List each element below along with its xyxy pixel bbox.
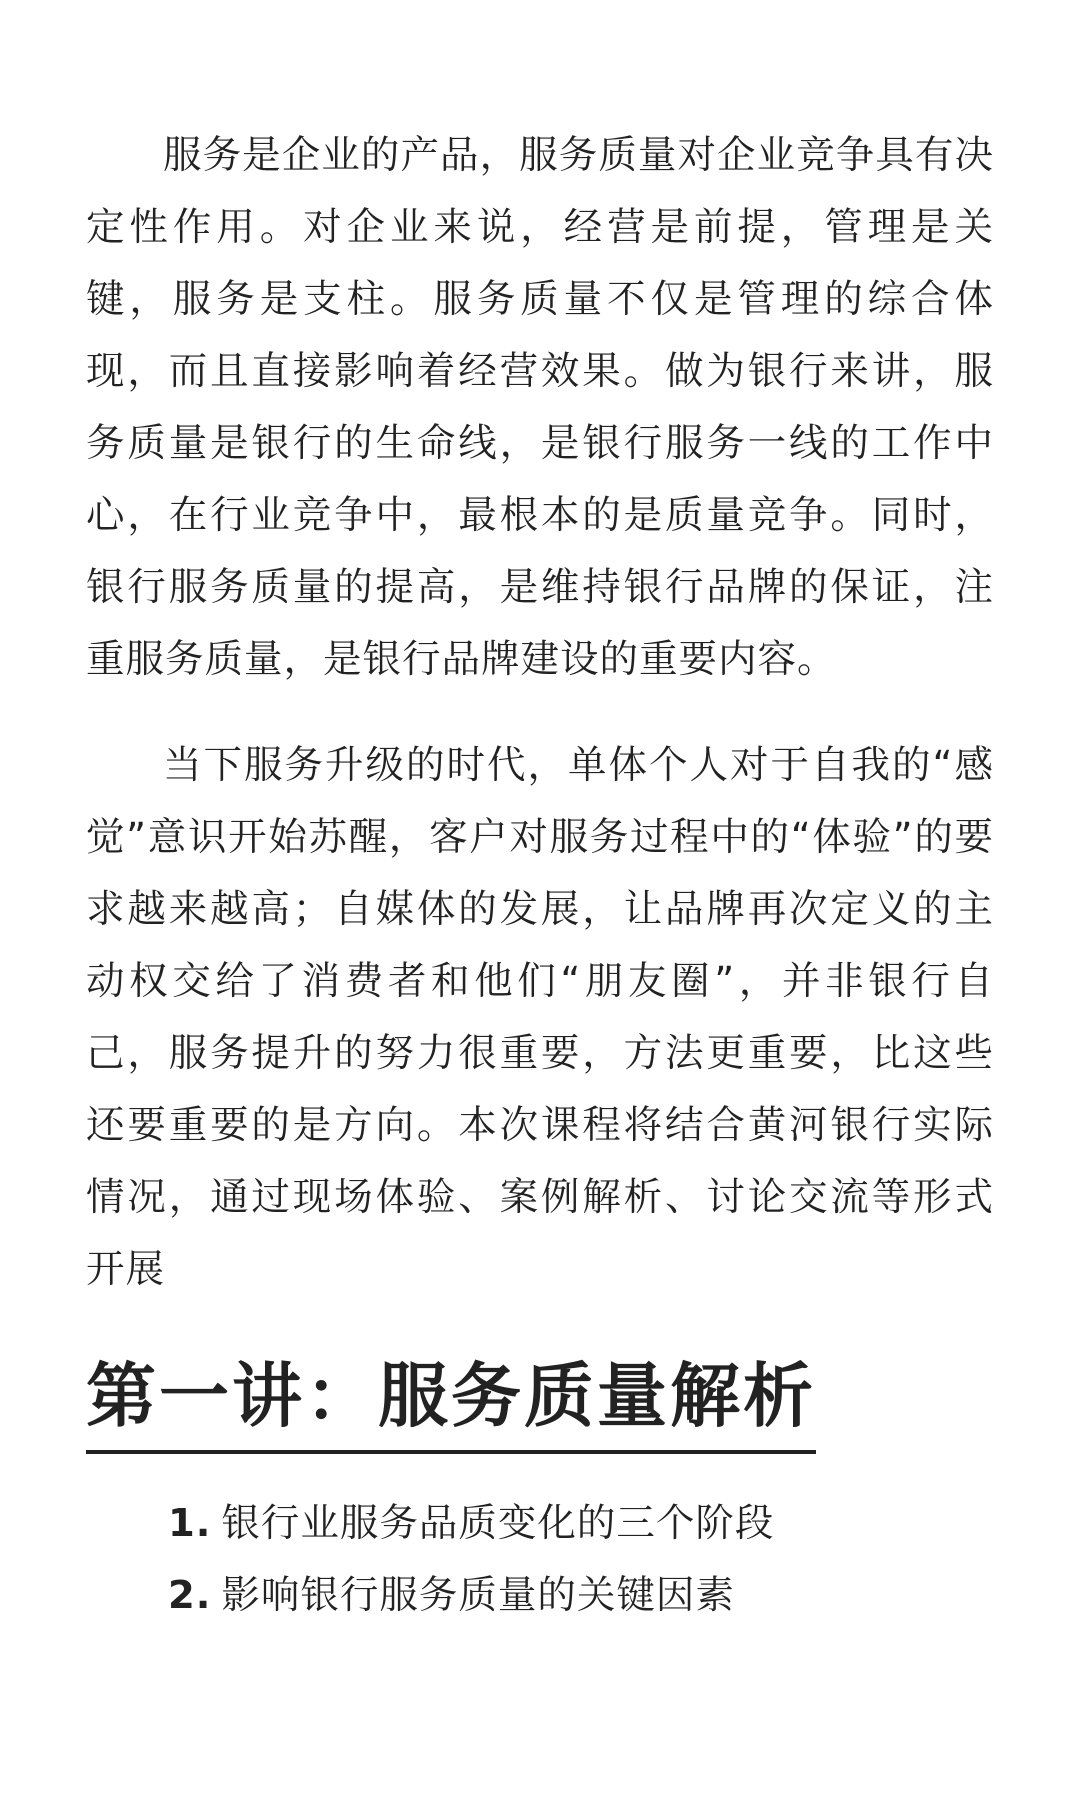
intro-paragraph: 当下服务升级的时代，单体个人对于自我的“感觉”意识开始苏醒，客户对服务过程中的“体验”的要求越来越高；自媒体的发展，让品牌再次定义的主动权交给了消费者和他们“朋友圈”，并非银行自己，服务提升的努力很重要，方法更重要，比这些还要重要的是方向。本次课程将结合黄河银行实际情况，通过现场体验、案例解析、讨论交流等形式开展 bbox=[86, 743, 994, 1292]
outline-item bbox=[168, 1560, 994, 1632]
outline-item bbox=[168, 1488, 994, 1560]
section-outline bbox=[86, 1488, 994, 1632]
outline-item-number: 1. bbox=[168, 1501, 212, 1546]
outline-item-text: 影响银行服务质量的关键因素 bbox=[221, 1573, 735, 1618]
section-heading: 第一讲：服务质量解析 bbox=[86, 1346, 816, 1454]
outline-item-number: 2. bbox=[168, 1573, 212, 1618]
intro-paragraph: 服务是企业的产品，服务质量对企业竞争具有决定性作用。对企业来说，经营是前提，管理是关键，服务是支柱。服务质量不仅是管理的综合体现，而且直接影响着经营效果。做为银行来讲，服务质量是银行的生命线，是银行服务一线的工作中心，在行业竞争中，最根本的是质量竞争。同时，银行服务质量的提高，是维持银行品牌的保证，注重服务质量，是银行品牌建设的重要内容。 bbox=[86, 133, 994, 682]
outline-item-text: 银行业服务品质变化的三个阶段 bbox=[221, 1501, 775, 1546]
